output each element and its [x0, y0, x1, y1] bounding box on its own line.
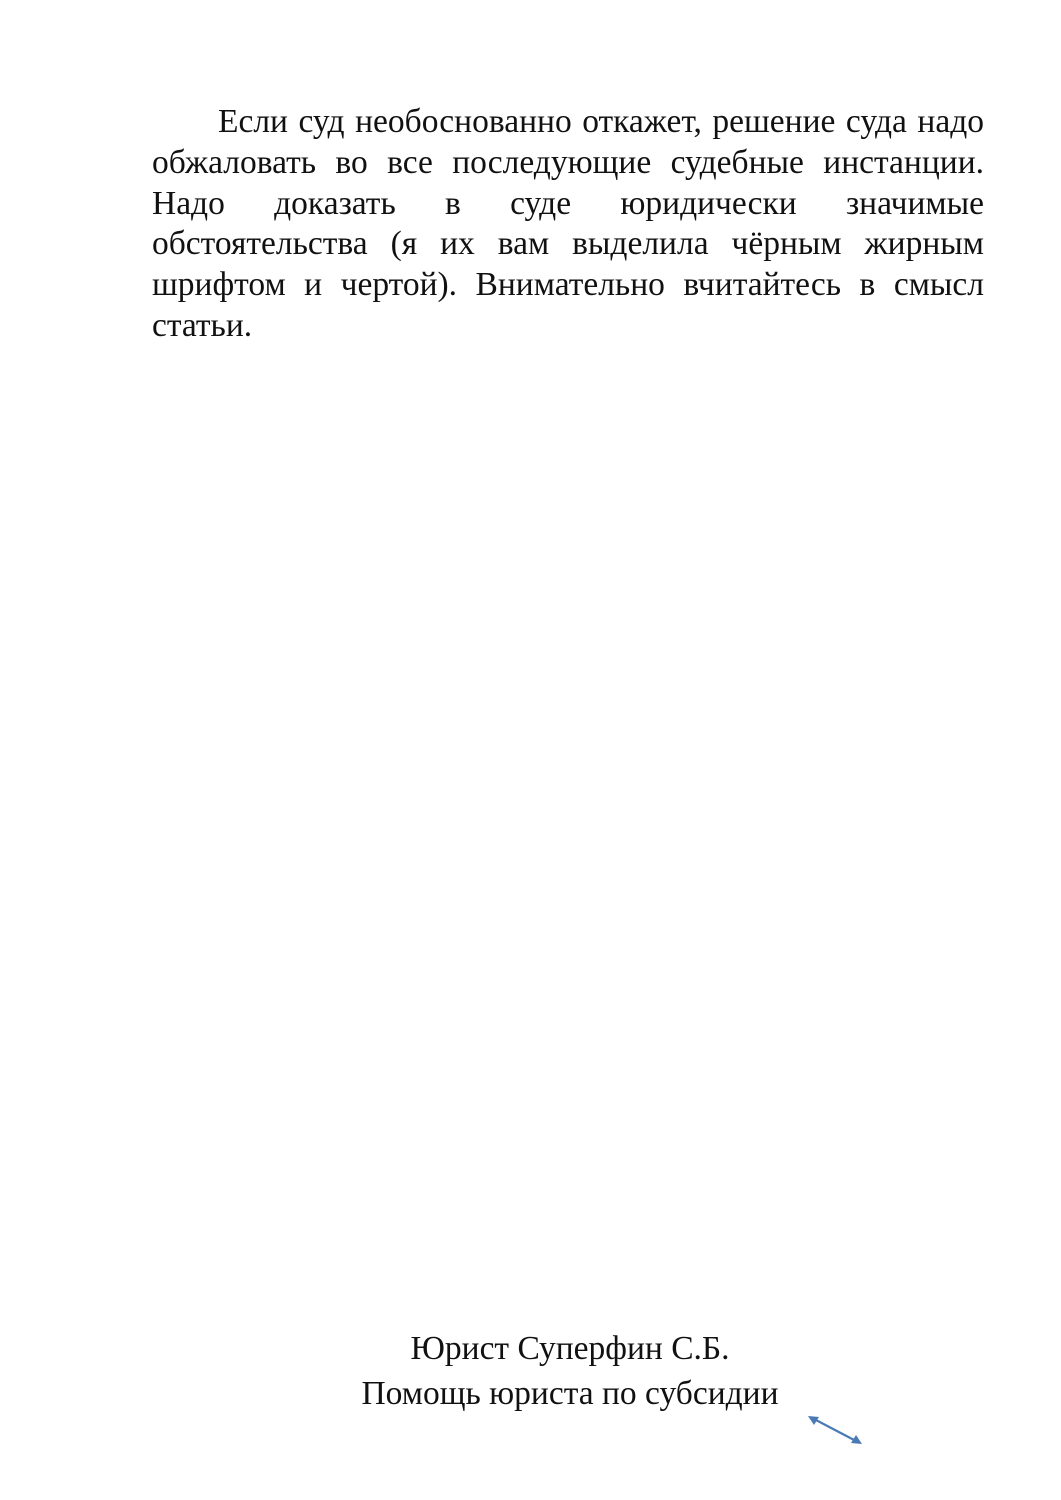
- double-headed-arrow-icon: [805, 1413, 867, 1447]
- signature-name: Юрист Суперфин С.Б.: [410, 1330, 730, 1367]
- body-paragraph: Если суд необоснованно откажет, решение суда надо обжаловать во все последующие судебные инстанции. Надо доказать в суде юридически значимые обстоятельства (я их вам выделила чёрным жирным шрифтом и чертой). Внимательно вчитайтесь в смысл статьи.: [152, 103, 984, 344]
- signature-service: Помощь юриста по субсидии: [361, 1375, 779, 1412]
- signature-block: [290, 1326, 850, 1416]
